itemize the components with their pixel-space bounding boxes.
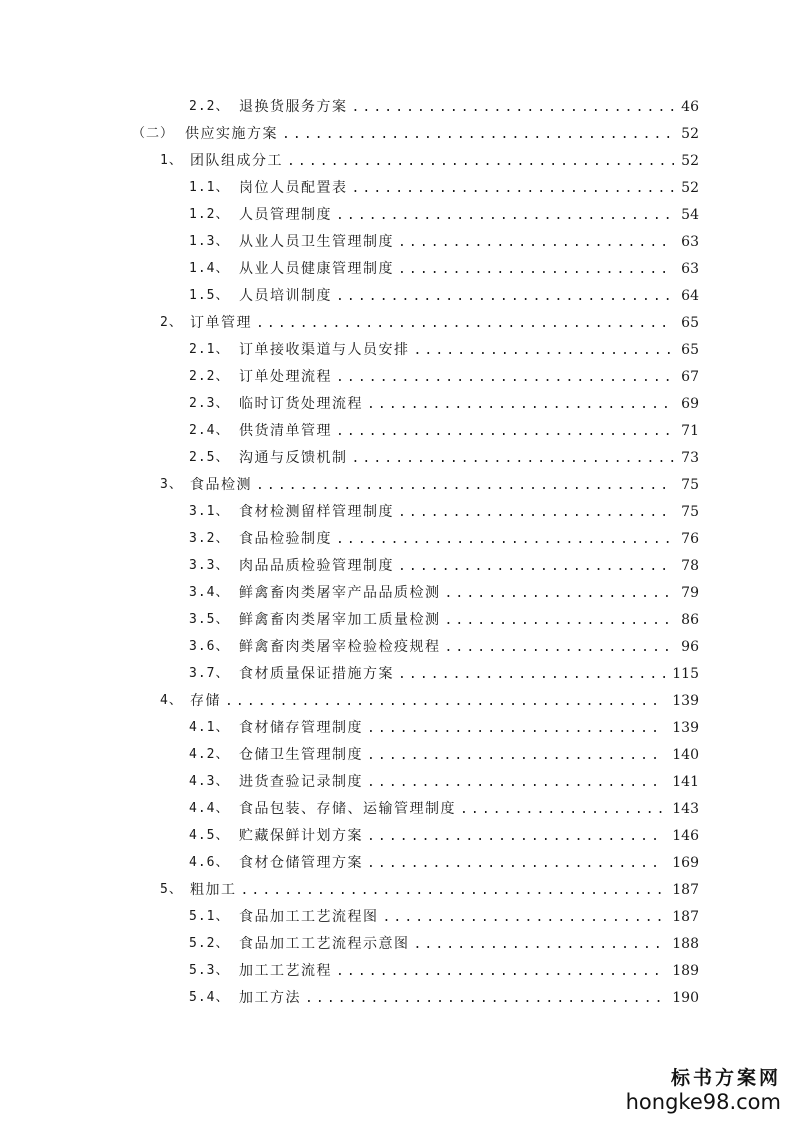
toc-entry-title: 从业人员卫生管理制度 (239, 234, 394, 250)
toc-dot-leader (241, 880, 666, 902)
toc-entry[interactable] (0, 825, 793, 847)
toc-entry-title: 人员培训制度 (239, 288, 332, 304)
toc-entry[interactable] (0, 717, 793, 739)
toc-entry-title: 食材仓储管理方案 (239, 855, 363, 871)
toc-entry-page: 71 (681, 423, 699, 439)
toc-entry-title: 食品检测 (190, 477, 252, 493)
toc-entry[interactable] (0, 771, 793, 793)
toc-entry-page: 143 (672, 801, 699, 817)
toc-entry-title: 肉品品质检验管理制度 (239, 558, 394, 574)
toc-entry[interactable] (0, 690, 793, 712)
toc-dot-leader (398, 259, 674, 281)
toc-dot-leader (414, 934, 666, 956)
toc-entry-number: 4.5、 (189, 828, 230, 843)
toc-entry[interactable] (0, 204, 793, 226)
toc-dot-leader (414, 340, 675, 362)
toc-entry-number: 5.4、 (189, 990, 230, 1005)
toc-entry-title: 临时订货处理流程 (239, 396, 363, 412)
toc-entry-number: 1.1、 (189, 180, 230, 195)
toc-dot-leader (352, 448, 675, 470)
toc-entry[interactable] (0, 285, 793, 307)
toc-dot-leader (398, 502, 674, 524)
toc-entry-page: 188 (672, 936, 699, 952)
toc-dot-leader (367, 718, 665, 740)
toc-entry-page: 54 (681, 207, 699, 223)
toc-entry-number: 2.5、 (189, 450, 230, 465)
toc-dot-leader (445, 637, 675, 659)
toc-entry-page: 46 (681, 99, 699, 115)
toc-entry-page: 141 (672, 774, 699, 790)
toc-entry-title: 食品加工工艺流程图 (239, 909, 379, 925)
toc-entry-number: 3.5、 (189, 612, 230, 627)
toc-entry-title: 退换货服务方案 (239, 99, 348, 115)
toc-entry-title: 进货查验记录制度 (239, 774, 363, 790)
toc-entry-page: 187 (672, 909, 699, 925)
toc-entry-title: 团队组成分工 (190, 153, 283, 169)
toc-entry[interactable] (0, 852, 793, 874)
toc-entry[interactable] (0, 663, 793, 685)
toc-dot-leader (336, 286, 674, 308)
toc-entry-page: 52 (681, 180, 699, 196)
toc-entry[interactable] (0, 582, 793, 604)
toc-entry-page: 79 (681, 585, 699, 601)
toc-entry-number: 3.7、 (189, 666, 230, 681)
toc-entry-page: 139 (672, 720, 699, 736)
toc-entry-page: 65 (681, 342, 699, 358)
toc-entry[interactable] (0, 609, 793, 631)
toc-entry-title: 人员管理制度 (239, 207, 332, 223)
toc-dot-leader (352, 178, 675, 200)
toc-entry-page: 52 (681, 126, 699, 142)
toc-dot-leader (336, 367, 674, 389)
toc-entry-title: 供应实施方案 (185, 126, 278, 142)
toc-entry-number: 3、 (160, 477, 183, 492)
toc-entry-title: 粗加工 (190, 882, 237, 898)
toc-dot-leader (336, 961, 665, 983)
toc-dot-leader (367, 394, 674, 416)
toc-entry-number: 1.2、 (189, 207, 230, 222)
toc-entry-page: 189 (672, 963, 699, 979)
toc-entry-number: 5.2、 (189, 936, 230, 951)
toc-entry-number: 4.3、 (189, 774, 230, 789)
toc-entry-title: 鲜禽畜肉类屠宰检验检疫规程 (239, 639, 441, 655)
toc-entry[interactable] (0, 420, 793, 442)
toc-entry-title: 加工工艺流程 (239, 963, 332, 979)
toc-entry-title: 存储 (190, 693, 221, 709)
toc-entry-page: 52 (681, 153, 699, 169)
toc-dot-leader (398, 232, 674, 254)
toc-entry-number: 4.4、 (189, 801, 230, 816)
toc-dot-leader (305, 988, 665, 1010)
toc-entry[interactable] (0, 366, 793, 388)
toc-entry-title: 食材质量保证措施方案 (239, 666, 394, 682)
toc-entry-number: 1.5、 (189, 288, 230, 303)
toc-entry-number: 3.4、 (189, 585, 230, 600)
toc-entry-number: 2.2、 (189, 369, 230, 384)
watermark-site-name: 标书方案网 (670, 1067, 781, 1089)
toc-entry-page: 69 (681, 396, 699, 412)
toc-entry-page: 78 (681, 558, 699, 574)
toc-entry-page: 73 (681, 450, 699, 466)
toc-entry-number: 4.2、 (189, 747, 230, 762)
toc-entry-page: 67 (681, 369, 699, 385)
toc-entry-title: 岗位人员配置表 (239, 180, 348, 196)
toc-entry-page: 75 (681, 477, 699, 493)
toc-entry-title: 食品检验制度 (239, 531, 332, 547)
toc-entry-number: 1、 (160, 153, 183, 168)
toc-entry[interactable] (0, 150, 793, 172)
toc-entry-page: 63 (681, 261, 699, 277)
toc-entry[interactable] (0, 393, 793, 415)
toc-dot-leader (460, 799, 665, 821)
toc-entry-page: 187 (672, 882, 699, 898)
toc-entry-number: 3.2、 (189, 531, 230, 546)
toc-dot-leader (225, 691, 665, 713)
toc-dot-leader (398, 664, 665, 686)
toc-entry[interactable] (0, 474, 793, 496)
toc-entry-page: 76 (681, 531, 699, 547)
watermark-url: hongke98.com (625, 1090, 781, 1114)
toc-dot-leader (336, 529, 674, 551)
toc-entry-number: 3.3、 (189, 558, 230, 573)
toc-dot-leader (256, 475, 674, 497)
toc-entry-title: 沟通与反馈机制 (239, 450, 348, 466)
toc-dot-leader (352, 97, 675, 119)
toc-dot-leader (445, 583, 675, 605)
toc-dot-leader (398, 556, 674, 578)
toc-entry-page: 190 (672, 990, 699, 1006)
toc-entry-page: 65 (681, 315, 699, 331)
toc-entry-number: 2.2、 (189, 99, 230, 114)
toc-entry-title: 贮藏保鲜计划方案 (239, 828, 363, 844)
toc-entry-title: 鲜禽畜肉类屠宰产品品质检测 (239, 585, 441, 601)
toc-entry[interactable] (0, 501, 793, 523)
toc-entry-title: 供货清单管理 (239, 423, 332, 439)
toc-entry[interactable] (0, 528, 793, 550)
toc-entry[interactable] (0, 231, 793, 253)
toc-entry-title: 加工方法 (239, 990, 301, 1006)
toc-entry-page: 146 (672, 828, 699, 844)
toc-entry-number: 2、 (160, 315, 183, 330)
toc-entry[interactable] (0, 123, 793, 145)
toc-entry-page: 169 (672, 855, 699, 871)
toc-entry-number: 4.1、 (189, 720, 230, 735)
toc-entry-title: 从业人员健康管理制度 (239, 261, 394, 277)
toc-entry[interactable] (0, 879, 793, 901)
toc-entry-number: 2.4、 (189, 423, 230, 438)
toc-entry-page: 64 (681, 288, 699, 304)
toc-entry-number: 4、 (160, 693, 183, 708)
toc-entry[interactable] (0, 744, 793, 766)
toc-entry-number: 3.6、 (189, 639, 230, 654)
toc-dot-leader (336, 421, 674, 443)
toc-dot-leader (287, 151, 674, 173)
toc-entry-page: 115 (672, 666, 699, 682)
toc-entry-number: 1.4、 (189, 261, 230, 276)
toc-entry[interactable] (0, 636, 793, 658)
toc-entry-title: 订单处理流程 (239, 369, 332, 385)
toc-dot-leader (282, 124, 674, 146)
toc-dot-leader (383, 907, 666, 929)
toc-entry-title: 食材储存管理制度 (239, 720, 363, 736)
toc-entry-number: 1.3、 (189, 234, 230, 249)
toc-entry-title: 订单管理 (190, 315, 252, 331)
toc-entry[interactable] (0, 555, 793, 577)
toc-entry[interactable] (0, 177, 793, 199)
toc-entry[interactable] (0, 987, 793, 1009)
toc-entry-page: 75 (681, 504, 699, 520)
toc-entry-title: 食品包装、存储、运输管理制度 (239, 801, 456, 817)
toc-dot-leader (367, 772, 665, 794)
toc-entry-page: 140 (672, 747, 699, 763)
toc-entry-page: 63 (681, 234, 699, 250)
toc-entry-title: 食品加工工艺流程示意图 (239, 936, 410, 952)
toc-entry-number: 5、 (160, 882, 183, 897)
toc-entry-title: 订单接收渠道与人员安排 (239, 342, 410, 358)
toc-entry[interactable] (0, 447, 793, 469)
toc-entry-number: （二） (132, 126, 175, 141)
toc-entry-number: 4.6、 (189, 855, 230, 870)
toc-dot-leader (367, 826, 665, 848)
toc-entry[interactable] (0, 906, 793, 928)
toc-entry-title: 仓储卫生管理制度 (239, 747, 363, 763)
toc-entry-number: 2.3、 (189, 396, 230, 411)
toc-entry-number: 3.1、 (189, 504, 230, 519)
toc-entry-number: 5.3、 (189, 963, 230, 978)
toc-entry-number: 5.1、 (189, 909, 230, 924)
toc-entry[interactable] (0, 258, 793, 280)
toc-entry-number: 2.1、 (189, 342, 230, 357)
toc-entry-title: 食材检测留样管理制度 (239, 504, 394, 520)
toc-entry[interactable] (0, 312, 793, 334)
toc-dot-leader (445, 610, 675, 632)
toc-entry[interactable] (0, 933, 793, 955)
toc-entry[interactable] (0, 96, 793, 118)
toc-dot-leader (367, 853, 665, 875)
toc-entry[interactable] (0, 798, 793, 820)
toc-entry-title: 鲜禽畜肉类屠宰加工质量检测 (239, 612, 441, 628)
toc-dot-leader (367, 745, 665, 767)
toc-entry[interactable] (0, 960, 793, 982)
toc-entry[interactable] (0, 339, 793, 361)
toc-dot-leader (336, 205, 674, 227)
toc-entry-page: 96 (681, 639, 699, 655)
toc-entry-page: 139 (672, 693, 699, 709)
toc-dot-leader (256, 313, 674, 335)
toc-entry-page: 86 (681, 612, 699, 628)
